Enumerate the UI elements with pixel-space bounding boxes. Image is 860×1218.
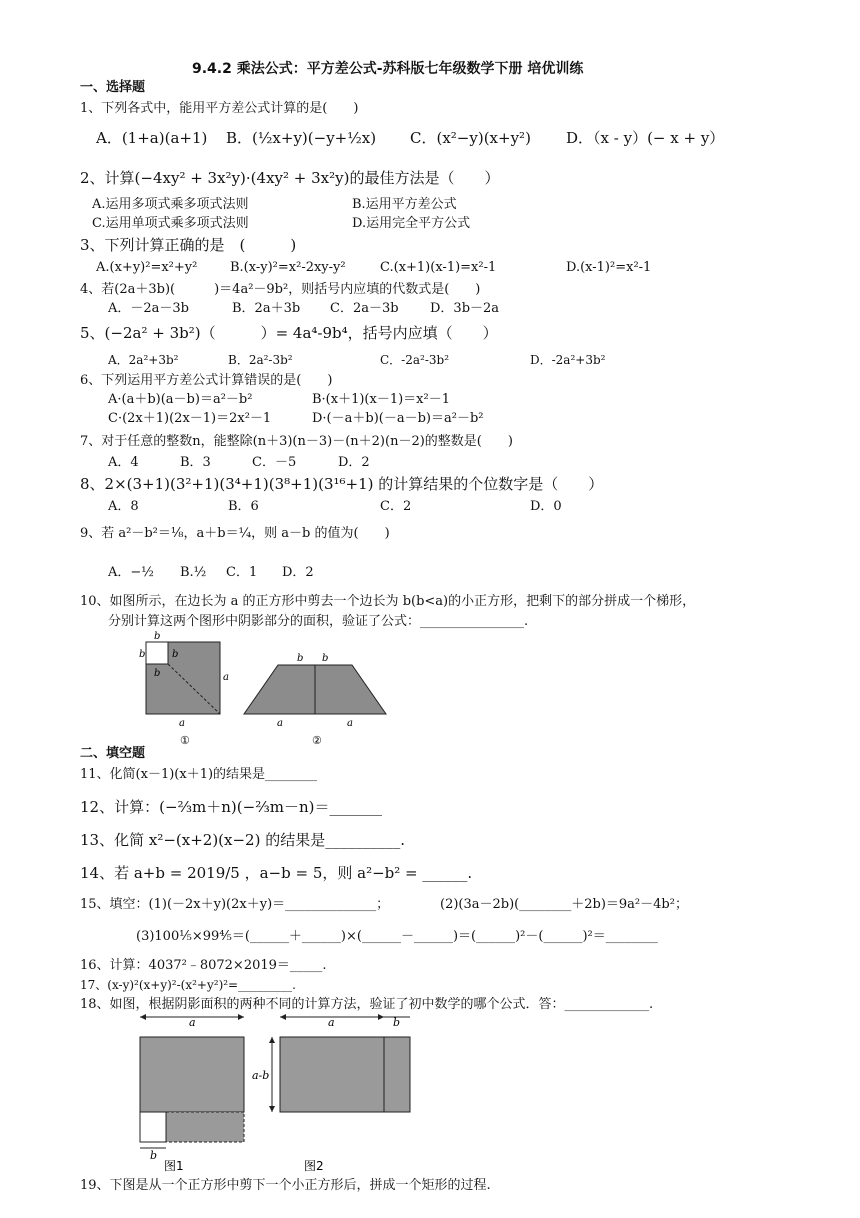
section-fill-heading: 二、填空题	[80, 746, 146, 761]
q11: 11、化简(x－1)(x＋1)的结果是________	[80, 767, 318, 782]
q7-option-d: D．2	[338, 455, 370, 470]
q10-fig2-caption: ②	[312, 734, 322, 747]
q2-option-b: B.运用平方差公式	[352, 197, 457, 212]
q9-option-c: C．1	[226, 565, 258, 580]
q4-stem: 4、若(2a＋3b)( )＝4a²－9b²，则括号内应填的代数式是( )	[80, 282, 481, 297]
q1-stem: 1、下列各式中，能用平方差公式计算的是( )	[80, 101, 359, 116]
q18-fig2-arrow-down	[269, 1106, 275, 1112]
q13: 13、化简 x²−(x+2)(x−2) 的结果是__________.	[80, 831, 405, 849]
q18-fig2-label-ab: a-b	[252, 1069, 270, 1082]
q3-option-b: B.(x-y)²=x²-2xy-y²	[230, 260, 346, 275]
q1-option-a: A．(1+a)(a+1)	[96, 129, 208, 147]
q2-option-d: D.运用完全平方公式	[352, 216, 471, 231]
q7-option-c: C．－5	[252, 455, 297, 470]
q5-option-b: B．2a²-3b²	[228, 353, 293, 367]
q10-fig1-label-b-right: b	[172, 649, 179, 660]
q18-fig2-arrow-up	[269, 1037, 275, 1043]
q6-option-b: B·(x＋1)(x－1)＝x²－1	[312, 392, 450, 407]
q18-stem: 18、如图，根据阴影面积的两种不同的计算方法，验证了初中数学的哪个公式．答：_____________.	[80, 997, 654, 1012]
q10-fig1-label-a-right: a	[223, 672, 229, 683]
q4-option-d: D．3b－2a	[430, 301, 500, 316]
q10-fig1-label-b-bottom: b	[154, 668, 161, 679]
section-choice-heading: 一、选择题	[80, 80, 146, 95]
q18-fig2-rect	[280, 1037, 410, 1112]
q15-line2: (3)100⅕×99⅘＝(______＋______)×(______－______)＝(______)²－(______)²＝________	[136, 929, 658, 944]
q16: 16、计算：4037²﹣8072×2019＝_____.	[80, 958, 327, 973]
q3-option-a: A.(x+y)²=x²+y²	[96, 260, 198, 275]
q18-fig1-arrow-left	[140, 1014, 146, 1020]
q3-option-d: D.(x-1)²=x²-1	[566, 260, 652, 275]
q6-option-c: C·(2x＋1)(2x－1)＝2x²－1	[108, 411, 272, 426]
q10-fig1-label-b-top: b	[154, 631, 161, 642]
q9-stem: 9、若 a²－b²＝⅛，a＋b＝¼，则 a－b 的值为( )	[80, 526, 390, 541]
q5-option-c: C．-2a²-3b²	[380, 353, 450, 367]
q18-fig1-cutout	[140, 1112, 166, 1142]
q3-stem: 3、下列计算正确的是 ( )	[80, 236, 297, 254]
q1-option-d: D．（x - y）(− x + y）	[566, 129, 725, 147]
q8-stem: 8、2×(3+1)(3²+1)(3⁴+1)(3⁸+1)(3¹⁶+1) 的计算结果的个位数字是（ ）	[80, 475, 604, 493]
page-title: 9.4.2 乘法公式：平方差公式-苏科版七年级数学下册 培优训练	[192, 61, 584, 77]
q8-option-a: A．8	[108, 499, 139, 514]
q10-line2: 分别计算这两个图形中阴影部分的面积，验证了公式：________________.	[108, 614, 529, 629]
q9-option-a: A．−½	[108, 565, 154, 580]
q4-option-c: C．2a－3b	[330, 301, 399, 316]
q5-option-a: A．2a²+3b²	[108, 353, 179, 367]
q8-option-d: D．0	[530, 499, 562, 514]
q8-option-c: C．2	[380, 499, 412, 514]
q9-option-b: B.½	[180, 565, 207, 580]
q18-fig1-label-a: a	[189, 1016, 196, 1029]
q18-fig1-arrow-right	[238, 1014, 244, 1020]
q2-stem: 2、计算(−4xy² + 3x²y)·(4xy² + 3x²y)的最佳方法是（ ）	[80, 169, 500, 187]
q10-fig1-caption: ①	[180, 734, 190, 747]
q3-option-c: C.(x+1)(x-1)=x²-1	[380, 260, 497, 275]
q7-option-a: A．4	[108, 455, 139, 470]
q18-fig2-label-a: a	[328, 1016, 335, 1029]
q4-option-a: A．－2a－3b	[108, 301, 190, 316]
q18-fig1-bottom-strip	[166, 1112, 244, 1142]
q18-fig2-arrow-left	[280, 1014, 286, 1020]
q18-fig2-caption: 图2	[304, 1159, 324, 1173]
q10-figures	[140, 628, 400, 748]
q14: 14、若 a+b = 2019/5 ，a−b = 5，则 a²−b² = ______.	[80, 864, 473, 882]
q10-fig2-label-b-right: b	[322, 653, 329, 664]
q18-fig2-label-b: b	[393, 1016, 401, 1029]
q8-option-b: B．6	[228, 499, 259, 514]
q7-option-b: B．3	[180, 455, 211, 470]
q5-stem: 5、(−2a² + 3b²)（ ）= 4a⁴-9b⁴，括号内应填（ ）	[80, 324, 498, 342]
q10-fig2-label-a-left: a	[277, 718, 283, 729]
q2-option-c: C.运用单项式乘多项式法则	[92, 216, 249, 231]
q10-fig2-label-a-right: a	[347, 718, 353, 729]
q15-line1: 15、填空：(1)(－2x＋y)(2x＋y)＝______________；	[80, 897, 390, 912]
q18-fig1-label-b: b	[150, 1149, 158, 1162]
q10-fig1-cutout	[146, 642, 168, 664]
q5-option-d: D．-2a²+3b²	[530, 353, 606, 367]
q19: 19、下图是从一个正方形中剪下一个小正方形后，拼成一个矩形的过程.	[80, 1178, 491, 1193]
q6-stem: 6、下列运用平方差公式计算错误的是( )	[80, 373, 333, 388]
q1-option-b: B．(½x+y)(−y+½x)	[226, 129, 377, 147]
q6-option-a: A·(a＋b)(a－b)＝a²－b²	[108, 392, 253, 407]
q15-line1b: (2)(3a－2b)(________＋2b)＝9a²－4b²；	[440, 897, 688, 912]
q10-line1: 10、如图所示，在边长为 a 的正方形中剪去一个边长为 b(b<a)的小正方形，把剩下的部分拼成一个梯形，	[80, 594, 696, 609]
q10-fig1-label-b-left: b	[139, 649, 146, 660]
q12: 12、计算：(−⅔m＋n)(−⅔m－n)＝_______	[80, 798, 382, 816]
q18-fig1-big-rect	[140, 1037, 244, 1112]
q18-figures	[134, 1012, 434, 1172]
q7-stem: 7、对于任意的整数n，能整除(n＋3)(n－3)－(n＋2)(n－2)的整数是( )	[80, 434, 513, 449]
q10-fig1-label-a-bottom: a	[179, 718, 185, 729]
q18-fig1-caption: 图1	[164, 1159, 184, 1173]
q2-option-a: A.运用多项式乘多项式法则	[92, 197, 249, 212]
q1-option-c: C．(x²−y)(x+y²)	[410, 129, 531, 147]
q6-option-d: D·(－a＋b)(－a－b)＝a²－b²	[312, 411, 484, 426]
q4-option-b: B．2a＋3b	[232, 301, 301, 316]
q18-fig2-arrow-right	[378, 1014, 384, 1020]
q17: 17、(x-y)²(x+y)²-(x²+y²)²=_________.	[80, 978, 296, 992]
q9-option-d: D．2	[282, 565, 314, 580]
q10-fig2-label-b-left: b	[297, 653, 304, 664]
